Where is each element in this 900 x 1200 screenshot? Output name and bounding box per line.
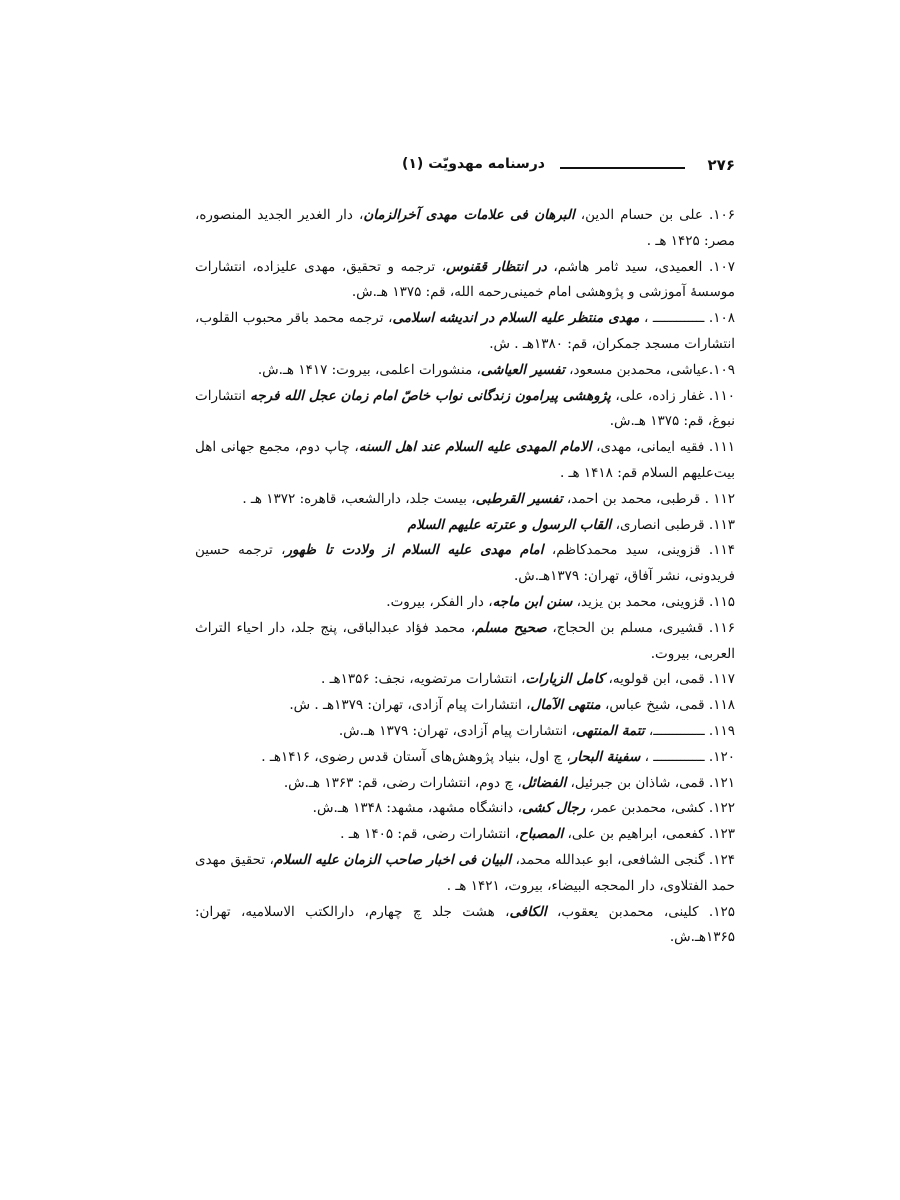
reference-title: القاب الرسول و عترته علیهم السلام xyxy=(407,516,612,533)
reference-title: الامام المهدی علیه السلام عند اهل السنه xyxy=(358,439,592,456)
reference-entry: ۱۲۰. ـــــــــــــ ، سفینة البحار، چ اول، بنیاد پژوهش‌های آستان قدس رضوی، ۱۴۱۶هـ . xyxy=(261,748,735,765)
reference-title: در انتظار ققنوس xyxy=(446,258,547,275)
reference-title: مهدی منتظر علیه السلام در اندیشه اسلامی xyxy=(392,310,640,327)
reference-entry: ۱۲۵. کلینی، محمدبن یعقوب، الکافی، هشت جلد چ چهارم، دارالکتب الاسلامیه، تهران: ۱۳۶۵هـ.ش. xyxy=(195,903,735,946)
reference-entry: ۱۰۹.عیاشی، محمدبن مسعود، تفسیر العیاشی، منشورات اعلمی، بیروت: ۱۴۱۷ هـ.ش. xyxy=(257,361,735,378)
reference-title: رجال کشی xyxy=(521,800,586,817)
reference-entry: ۱۰۶. علی بن حسام الدین، البرهان فی علامات مهدی آخرالزمان، دار الغدیر الجدید المنصوره، مصر: ۱۴۲۵ هـ . xyxy=(195,207,735,249)
reference-title: الفضائل xyxy=(521,774,567,791)
reference-title: الکافی xyxy=(509,903,547,920)
reference-title: تتمة المنتهی xyxy=(575,722,645,739)
reference-entry: ۱۱۳. قرطبی انصاری، القاب الرسول و عترته علیهم السلام xyxy=(407,516,735,533)
reference-title: کامل الزیارات xyxy=(525,671,605,688)
reference-title: تفسیر العیاشی xyxy=(480,361,565,378)
reference-title: امام مهدی علیه السلام از ولادت تا ظهور xyxy=(285,542,544,559)
reference-entry: ۱۱۸. قمی، شیخ عباس، منتهی الآمال، انتشارات پیام آزادی، تهران: ۱۳۷۹هـ . ش. xyxy=(289,697,735,714)
reference-title: صحیح مسلم xyxy=(475,619,547,636)
reference-entry: ۱۱۲ . قرطبی، محمد بن احمد، تفسیر القرطبی، بیست جلد، دارالشعب، قاهره: ۱۳۷۲ هـ . xyxy=(242,490,735,507)
reference-title: تفسیر القرطبی xyxy=(475,490,563,507)
reference-title: سنن ابن ماجه xyxy=(492,593,573,610)
reference-title: البرهان فی علامات مهدی آخرالزمان xyxy=(363,207,575,223)
reference-entry: ۱۱۶. قشیری، مسلم بن الحجاج، صحیح مسلم، محمد فؤاد عبدالباقی، پنج جلد، دار احیاء التراث العربی، بیروت. xyxy=(195,619,735,662)
reference-entry: ۱۱۰. غفار زاده، علی، پژوهشی پیرامون زندگانی نواب خاصّ امام زمان عجل الله فرجه انتشارات نبوغ، قم: ۱۳۷۵ هـ.ش. xyxy=(195,387,735,430)
header-rule xyxy=(560,167,685,169)
reference-title: پژوهشی پیرامون زندگانی نواب خاصّ امام زمان عجل الله فرجه xyxy=(250,387,611,404)
reference-title: البیان فی اخبار صاحب الزمان علیه السلام xyxy=(273,851,512,868)
reference-entry: ۱۱۷. قمی، ابن قولویه، کامل الزیارات، انتشارات مرتضویه، نجف: ۱۳۵۶هـ . xyxy=(320,671,735,688)
reference-entry: ۱۰۷. العمیدی، سید ثامر هاشم، در انتظار ققنوس، ترجمه و تحقیق، مهدی علیزاده، انتشارات موسسهٔ آموزشی و پژوهشی امام خمینی‌رحمه الله، قم: ۱۳۷۵ هـ.ش. xyxy=(195,258,736,301)
reference-entry: ۱۲۱. قمی، شاذان بن جبرئیل، الفضائل، چ دوم، انتشارات رضی، قم: ۱۳۶۳ هـ.ش. xyxy=(283,774,735,791)
bibliography-list xyxy=(195,203,735,951)
reference-entry: ۱۱۴. قزوینی، سید محمدکاظم، امام مهدی علیه السلام از ولادت تا ظهور، ترجمه حسین فریدونی، نشر آفاق، تهران: ۱۳۷۹هـ.ش. xyxy=(195,542,735,585)
reference-title: المصباح xyxy=(518,826,564,843)
reference-title: سفینة البحار xyxy=(570,748,641,765)
reference-title: منتهی الآمال xyxy=(530,697,601,714)
reference-entry: ۱۱۵. قزوینی، محمد بن یزید، سنن ابن ماجه، دار الفکر، بیروت. xyxy=(386,593,735,610)
page-header xyxy=(195,150,735,180)
reference-entry: ۱۲۲. کشی، محمدبن عمر، رجال کشی، دانشگاه مشهد، مشهد: ۱۳۴۸ هـ.ش. xyxy=(312,800,735,817)
reference-entry: ۱۱۱. فقیه ایمانی، مهدی، الامام المهدی علیه السلام عند اهل السنه، چاپ دوم، مجمع جهانی اهل بیت‌علیهم السلام قم: ۱۴۱۸ هـ . xyxy=(195,439,735,481)
reference-entry: ۱۱۹. ـــــــــــــ، تتمة المنتهی، انتشارات پیام آزادی، تهران: ۱۳۷۹ هـ.ش. xyxy=(338,722,735,739)
reference-entry: ۱۲۴. گنجی الشافعی، ابو عبدالله محمد، البیان فی اخبار صاحب الزمان علیه السلام، تحقیق مهدی حمد الفتلاوی، دار المحجه البیضاء، بیروت، ۱۴۲۱ هـ . xyxy=(195,851,735,894)
running-title: درسنامه مهدویّت (۱) xyxy=(401,156,545,172)
reference-entry: ۱۲۳. کفعمی، ابراهیم بن علی، المصباح، انتشارات رضی، قم: ۱۴۰۵ هـ . xyxy=(340,826,735,843)
page-number: ۲۷۶ xyxy=(707,156,735,174)
reference-entry: ۱۰۸. ـــــــــــــ ، مهدی منتظر علیه السلام در اندیشه اسلامی، ترجمه محمد باقر محبوب القلوب، انتشارات مسجد جمکران، قم: ۱۳۸۰هـ . ش. xyxy=(195,310,735,352)
